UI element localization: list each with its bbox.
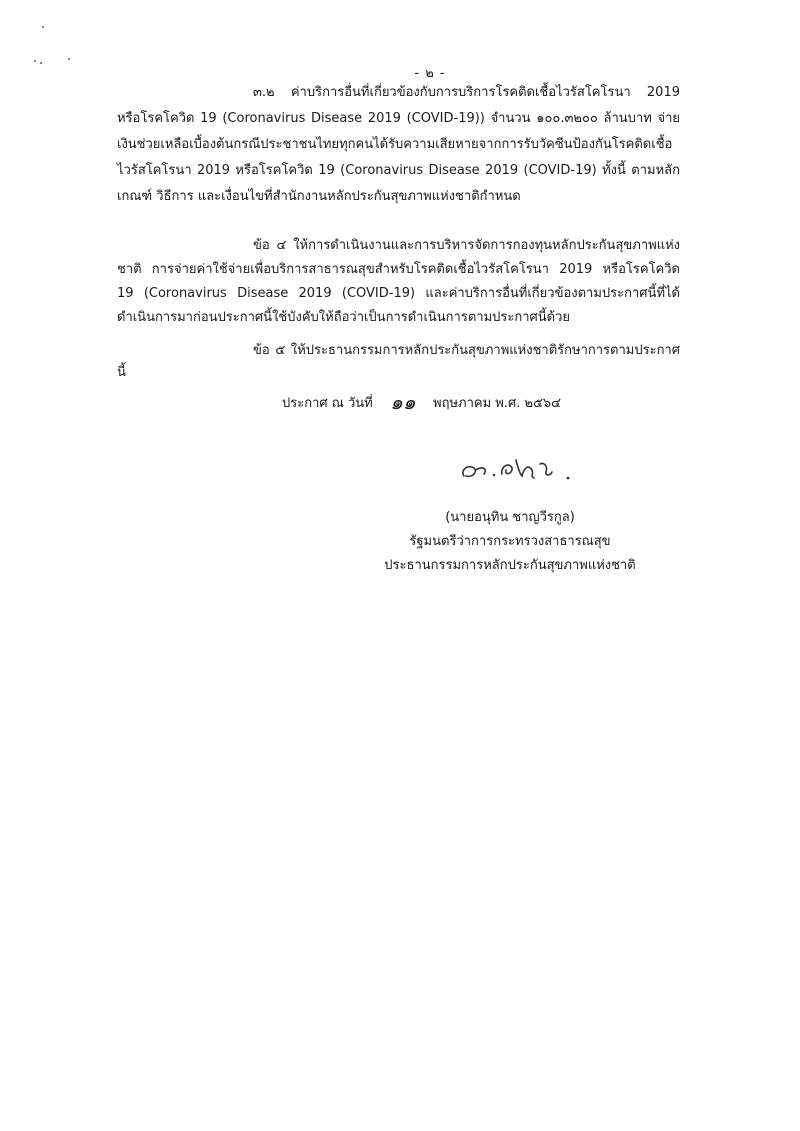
handwritten-signature (450, 448, 600, 488)
signatory-role: ประธานกรรมการหลักประกันสุขภาพแห่งชาติ (384, 558, 636, 573)
paragraph-clause-3-2 (117, 78, 680, 210)
paragraph-clause-5 (117, 340, 680, 384)
clause-5-text: ข้อ ๕ ให้ประธานกรรมการหลักประกันสุขภาพแห่งชาติรักษาการตามประกาศนี้ (117, 343, 680, 380)
paragraph-clause-4 (117, 234, 680, 330)
signatory-name: (นายอนุทิน ชาญวีรกูล) (445, 510, 575, 525)
announcement-date (282, 386, 561, 418)
clause-3-2-text: ๓.๒ ค่าบริการอื่นที่เกี่ยวข้องกับการบริการโรคติดเชื้อไวรัสโคโรนา 2019 หรือโรคโควิด 19 (Coronavirus Disease 2019 (COVID-19)) จำนวน ๑๐๐.๓๒๐๐ ล้านบาท จ่ายเงินช่วยเหลือเบื้องต้นกรณีประชาชนไทยทุกคนได้รับความเสียหายจากการรับวัคซีนป้องกันโรคติดเชื้อไวรัสโคโรนา 2019 หรือโรคโควิด 19 (Coronavirus Disease 2019 (COVID-19) ทั้งนี้ ตามหลักเกณฑ์ วิธีการ และเงื่อนไขที่สำนักงานหลักประกันสุขภาพแห่งชาติกำหนด (117, 85, 680, 204)
announcement-prefix: ประกาศ ณ วันที่ (282, 396, 373, 411)
announcement-month-year: พฤษภาคม พ.ศ. ๒๕๖๔ (433, 396, 562, 411)
signatory-position: รัฐมนตรีว่าการกระทรวงสาธารณสุข (409, 534, 611, 549)
signatory-block (360, 506, 660, 578)
announcement-day: ๑๑ (390, 390, 416, 414)
clause-4-text: ข้อ ๔ ให้การดำเนินงานและการบริหารจัดการกองทุนหลักประกันสุขภาพแห่งชาติ การจ่ายค่าใช้จ่ายเพื่อบริการสาธารณสุขสำหรับโรคติดเชื้อไวรัสโคโรนา 2019 หรือโรคโควิด 19 (Coronavirus Disease 2019 (COVID-19) และค่าบริการอื่นที่เกี่ยวข้องตามประกาศนี้ที่ได้ดำเนินการมาก่อนประกาศนี้ใช้บังคับให้ถือว่าเป็นการดำเนินการตามประกาศนี้ด้วย (117, 238, 680, 325)
page-number: - ๒ - (414, 66, 446, 81)
